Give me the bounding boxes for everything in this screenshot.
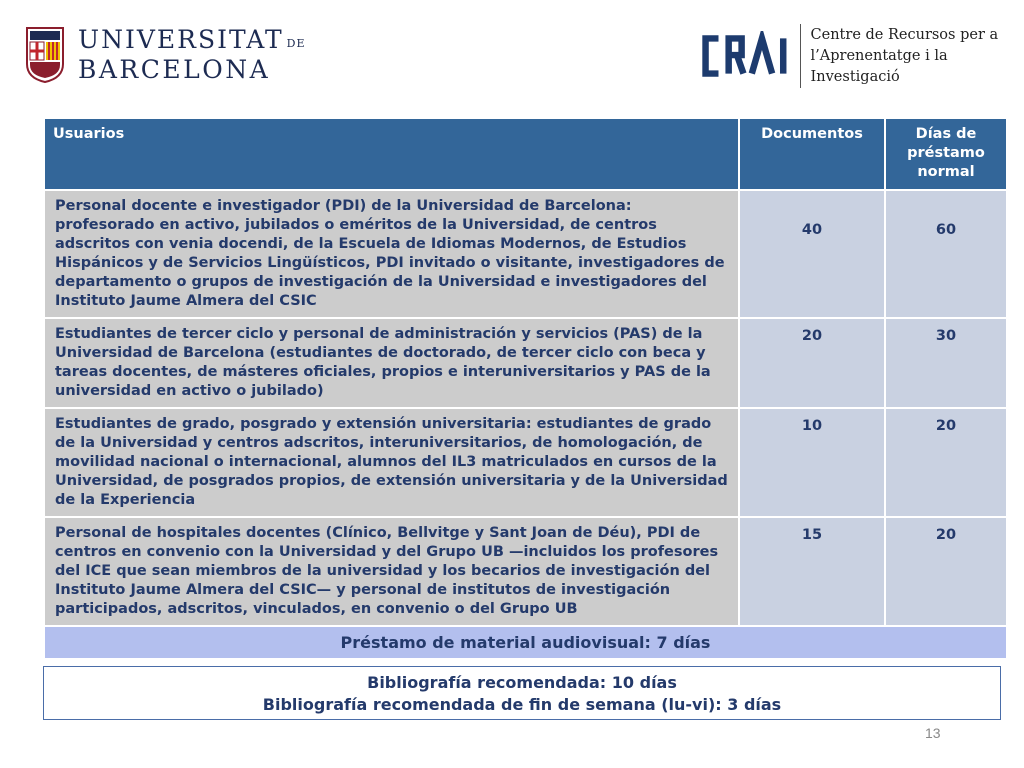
crai-full-name xyxy=(811,25,1024,88)
crai-name-line1: Centre de Recursos per a xyxy=(810,26,999,43)
weekend-bibliography-line: Bibliografía recomendada de fin de semana (lu-vi): 3 días xyxy=(262,695,782,714)
documents-cell: 20 xyxy=(739,318,885,408)
documents-cell: 10 xyxy=(739,408,885,517)
user-type-cell: Personal docente e investigador (PDI) de la Universidad de Barcelona: profesorado en activo, jubilados o eméritos de la Universidad, de centros adscritos con venia docendi, de la Escuela de Idiomas Modernos, de Estudios Hispánicos y de Servicios Lingüísticos, PDI invitado o visitante, investigadores de departamento o grupos de investigación de la Universidad e investigadores del Instituto Jaume Almera del CSIC xyxy=(44,190,739,318)
page-number: 13 xyxy=(925,725,941,741)
table-row xyxy=(44,517,1007,626)
university-word: UNIVERSITAT xyxy=(78,24,284,54)
column-header-documents: Documentos xyxy=(739,118,885,190)
user-type-cell: Personal de hospitales docentes (Clínico, Bellvitge y Sant Joan de Déu), PDI de centros en convenio con la Universidad y del Grupo UB —incluidos los profesores del ICE que sean miembros de la universidad y los becarios de investigación del Instituto Jaume Almera del CSIC— y personal de institutos de investigación participados, adscritos, vinculados, en convenio o del Grupo UB xyxy=(44,517,739,626)
logo-separator xyxy=(800,24,801,88)
barcelona-word: BARCELONA xyxy=(78,54,271,84)
loan-days-cell: 30 xyxy=(885,318,1007,408)
university-seal-icon xyxy=(24,24,66,84)
documents-cell: 15 xyxy=(739,517,885,626)
column-header-users: Usuarios xyxy=(44,118,739,190)
university-wordmark xyxy=(78,24,306,84)
loan-conditions-table xyxy=(43,117,1008,660)
university-of-barcelona-logo xyxy=(24,22,305,86)
recommended-bibliography-line: Bibliografía recomendada: 10 días xyxy=(367,673,677,692)
crai-logo xyxy=(700,24,1024,88)
crai-wordmark-icon xyxy=(700,31,791,81)
crai-name-line2: l’Aprenentatge i la Investigació xyxy=(810,47,948,85)
loan-days-cell: 60 xyxy=(885,190,1007,318)
recommended-bibliography-box xyxy=(43,666,1001,720)
audiovisual-loan-row xyxy=(44,626,1007,659)
user-type-cell: Estudiantes de grado, posgrado y extensión universitaria: estudiantes de grado de la Universidad y centros adscritos, interuniversitarios, de homologación, de movilidad nacional o internacional, alumnos del IL3 matriculados en cursos de la Universidad, de posgrados propios, de extensión universitaria y de la Universidad de la Experiencia xyxy=(44,408,739,517)
loan-days-cell: 20 xyxy=(885,517,1007,626)
audiovisual-loan-cell: Préstamo de material audiovisual: 7 días xyxy=(44,626,1007,659)
table-header-row xyxy=(44,118,1007,190)
table-row xyxy=(44,408,1007,517)
loan-days-cell: 20 xyxy=(885,408,1007,517)
table-row xyxy=(44,190,1007,318)
column-header-loan-days: Días de préstamo normal xyxy=(885,118,1007,190)
documents-cell: 40 xyxy=(739,190,885,318)
table-row xyxy=(44,318,1007,408)
user-type-cell: Estudiantes de tercer ciclo y personal de administración y servicios (PAS) de la Universidad de Barcelona (estudiantes de doctorado, de tercer ciclo con beca y tareas docentes, de másteres oficiales, propios e interuniversitarios y PAS de la universidad en activo o jubilado) xyxy=(44,318,739,408)
university-de: DE xyxy=(286,36,306,50)
